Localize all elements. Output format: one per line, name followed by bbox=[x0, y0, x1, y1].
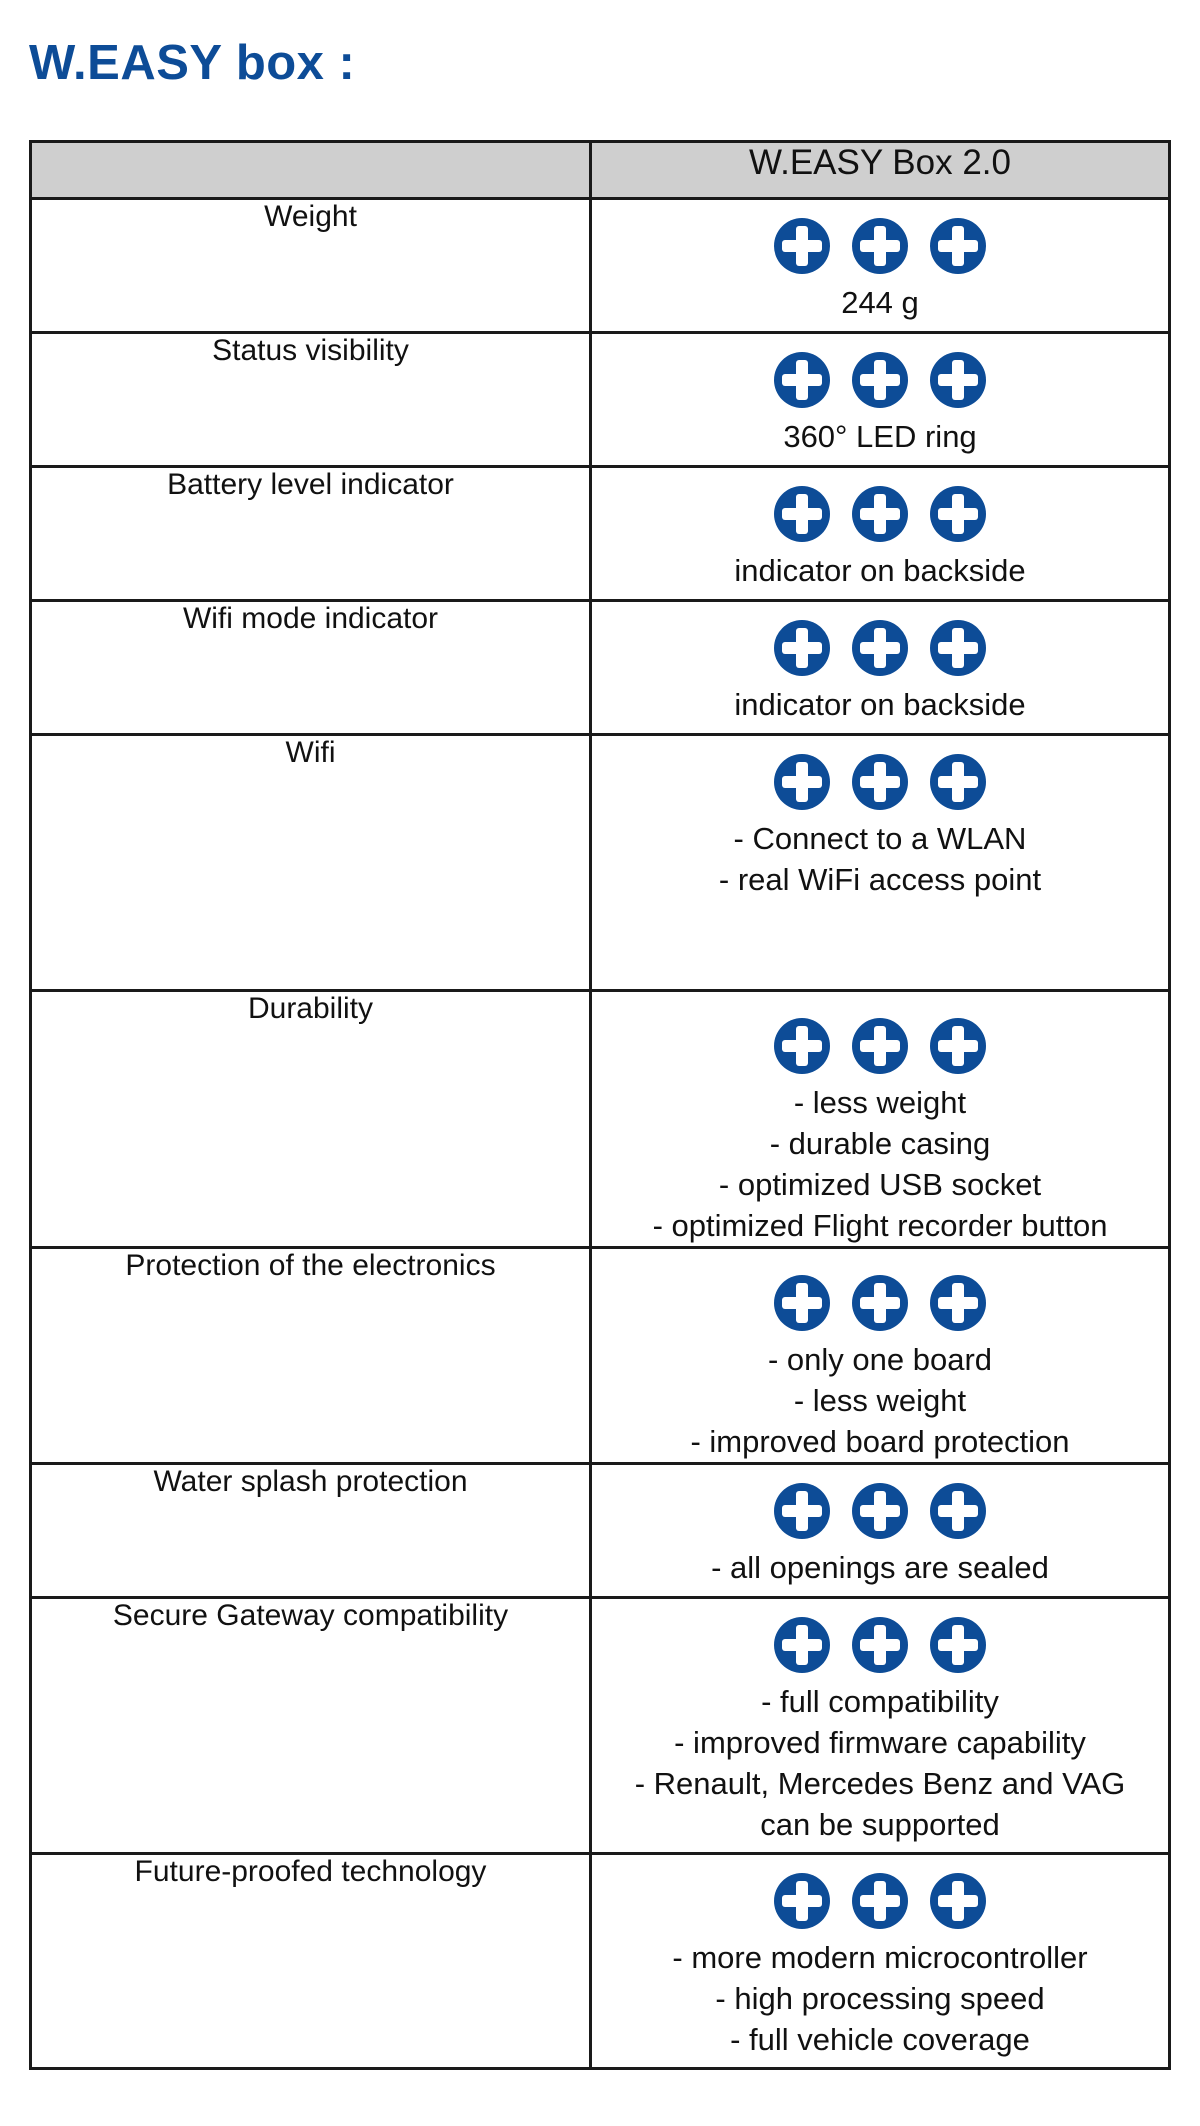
table-row bbox=[31, 1464, 1170, 1598]
feature-cell: Secure Gateway compatibility bbox=[31, 1598, 591, 1854]
rating-icons bbox=[592, 1481, 1168, 1541]
table-row bbox=[31, 991, 1170, 1248]
details-text bbox=[592, 1339, 1168, 1462]
plus-circle-icon bbox=[929, 1274, 987, 1332]
detail-line: - optimized USB socket bbox=[718, 1167, 1042, 1202]
plus-circle-icon bbox=[773, 1482, 831, 1540]
plus-circle-icon bbox=[929, 1872, 987, 1930]
plus-circle-icon bbox=[773, 217, 831, 275]
detail-line: indicator on backside bbox=[734, 553, 1026, 588]
table-row bbox=[31, 1248, 1170, 1464]
plus-circle-icon bbox=[851, 619, 909, 677]
value-cell bbox=[591, 991, 1170, 1248]
feature-cell: Water splash protection bbox=[31, 1464, 591, 1598]
detail-line: 360° LED ring bbox=[783, 419, 977, 454]
plus-circle-icon bbox=[773, 351, 831, 409]
value-cell bbox=[591, 1248, 1170, 1464]
detail-line: - high processing speed bbox=[715, 1981, 1045, 2016]
value-cell bbox=[591, 735, 1170, 991]
rating-icons bbox=[592, 484, 1168, 544]
details-text bbox=[592, 1547, 1168, 1588]
plus-circle-icon bbox=[929, 1482, 987, 1540]
plus-circle-icon bbox=[851, 351, 909, 409]
details-text bbox=[592, 818, 1168, 900]
rating-icons bbox=[592, 1273, 1168, 1333]
detail-line: - improved board protection bbox=[690, 1424, 1070, 1459]
details-text bbox=[592, 550, 1168, 591]
detail-line: - real WiFi access point bbox=[718, 862, 1042, 897]
plus-circle-icon bbox=[929, 1616, 987, 1674]
detail-line: indicator on backside bbox=[734, 687, 1026, 722]
value-cell bbox=[591, 1598, 1170, 1854]
detail-line: - Renault, Mercedes Benz and VAG bbox=[634, 1766, 1126, 1801]
details-text bbox=[592, 684, 1168, 725]
value-cell bbox=[591, 333, 1170, 467]
feature-cell: Future-proofed technology bbox=[31, 1854, 591, 2069]
feature-cell: Durability bbox=[31, 991, 591, 1248]
detail-line: - all openings are sealed bbox=[711, 1550, 1049, 1585]
plus-circle-icon bbox=[773, 1274, 831, 1332]
detail-line: - full compatibility bbox=[761, 1684, 999, 1719]
value-cell bbox=[591, 1464, 1170, 1598]
detail-line: - improved firmware capability bbox=[674, 1725, 1086, 1760]
rating-icons bbox=[592, 1016, 1168, 1076]
value-cell bbox=[591, 467, 1170, 601]
value-cell bbox=[591, 199, 1170, 333]
value-cell bbox=[591, 1854, 1170, 2069]
table-header-row bbox=[31, 142, 1170, 199]
rating-icons bbox=[592, 1871, 1168, 1931]
plus-circle-icon bbox=[773, 1872, 831, 1930]
table-row bbox=[31, 1854, 1170, 2069]
plus-circle-icon bbox=[851, 1017, 909, 1075]
feature-cell: Wifi mode indicator bbox=[31, 601, 591, 735]
table-row bbox=[31, 735, 1170, 991]
details-text bbox=[592, 282, 1168, 323]
page-title: W.EASY box : bbox=[29, 36, 356, 90]
plus-circle-icon bbox=[851, 1482, 909, 1540]
comparison-table bbox=[29, 140, 1171, 2070]
detail-line: - optimized Flight recorder button bbox=[652, 1208, 1108, 1243]
plus-circle-icon bbox=[929, 351, 987, 409]
table-row bbox=[31, 601, 1170, 735]
details-text bbox=[592, 1937, 1168, 2060]
detail-line: - only one board bbox=[767, 1342, 993, 1377]
detail-line: can be supported bbox=[760, 1807, 1000, 1842]
detail-line: - Connect to a WLAN bbox=[733, 821, 1027, 856]
feature-cell: Protection of the electronics bbox=[31, 1248, 591, 1464]
table-row bbox=[31, 333, 1170, 467]
detail-line: - more modern microcontroller bbox=[672, 1940, 1088, 1975]
details-text bbox=[592, 416, 1168, 457]
plus-circle-icon bbox=[851, 1274, 909, 1332]
feature-cell: Wifi bbox=[31, 735, 591, 991]
table-row bbox=[31, 199, 1170, 333]
plus-circle-icon bbox=[851, 485, 909, 543]
detail-line: - full vehicle coverage bbox=[730, 2022, 1030, 2057]
detail-line: - less weight bbox=[793, 1085, 967, 1120]
product-column-header: W.EASY Box 2.0 bbox=[591, 142, 1170, 199]
detail-line: - less weight bbox=[793, 1383, 967, 1418]
detail-line: 244 g bbox=[841, 285, 919, 320]
feature-cell: Battery level indicator bbox=[31, 467, 591, 601]
plus-circle-icon bbox=[773, 753, 831, 811]
table-row bbox=[31, 1598, 1170, 1854]
plus-circle-icon bbox=[773, 1616, 831, 1674]
plus-circle-icon bbox=[929, 753, 987, 811]
rating-icons bbox=[592, 752, 1168, 812]
rating-icons bbox=[592, 216, 1168, 276]
feature-column-header bbox=[31, 142, 591, 199]
table-row bbox=[31, 467, 1170, 601]
plus-circle-icon bbox=[851, 1872, 909, 1930]
plus-circle-icon bbox=[773, 619, 831, 677]
plus-circle-icon bbox=[929, 217, 987, 275]
details-text bbox=[592, 1681, 1168, 1845]
plus-circle-icon bbox=[851, 217, 909, 275]
plus-circle-icon bbox=[773, 485, 831, 543]
plus-circle-icon bbox=[851, 1616, 909, 1674]
details-text bbox=[592, 1082, 1168, 1246]
feature-cell: Weight bbox=[31, 199, 591, 333]
plus-circle-icon bbox=[929, 619, 987, 677]
detail-line: - durable casing bbox=[769, 1126, 991, 1161]
feature-cell: Status visibility bbox=[31, 333, 591, 467]
rating-icons bbox=[592, 1615, 1168, 1675]
plus-circle-icon bbox=[851, 753, 909, 811]
plus-circle-icon bbox=[773, 1017, 831, 1075]
value-cell bbox=[591, 601, 1170, 735]
rating-icons bbox=[592, 350, 1168, 410]
plus-circle-icon bbox=[929, 1017, 987, 1075]
rating-icons bbox=[592, 618, 1168, 678]
plus-circle-icon bbox=[929, 485, 987, 543]
